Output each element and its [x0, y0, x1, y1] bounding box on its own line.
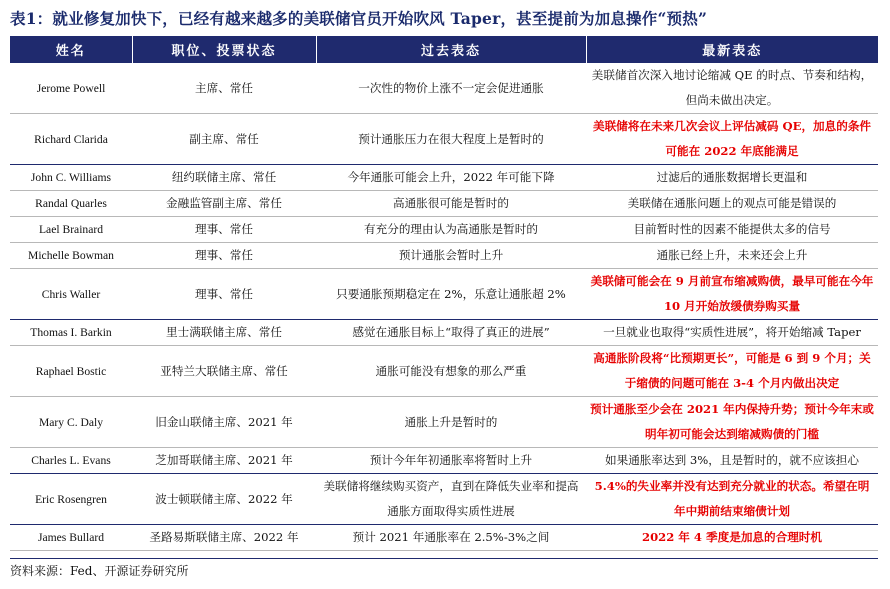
table-row [10, 448, 878, 474]
table-row [10, 191, 878, 217]
cell-name-text: Jerome Powell [36, 81, 106, 95]
cell-name-text: Raphael Bostic [35, 364, 107, 378]
cell-name-text: Lael Brainard [38, 223, 104, 236]
cell-name [10, 114, 132, 165]
cell-latest [586, 165, 878, 191]
cell-latest-text: 美联储可能会在 9 月前宣布缩减购债，最早可能在今年 10 月开始放缓债券购买量 [590, 274, 874, 313]
cell-name [10, 474, 132, 525]
cell-name-text: James Bullard [37, 531, 104, 544]
cell-past [316, 269, 586, 320]
cell-name-text: Thomas I. Barkin [30, 326, 112, 339]
cell-position-text: 主席、常任 [195, 80, 253, 95]
cell-latest [586, 243, 878, 269]
table-row [10, 217, 878, 243]
cell-name [10, 525, 132, 551]
table-row [10, 114, 878, 165]
cell-past [316, 448, 586, 474]
cell-past-text: 预计通胀压力在很大程度上是暂时的 [358, 131, 544, 146]
cell-past [316, 114, 586, 165]
table-row [10, 269, 878, 320]
cell-latest [586, 525, 878, 551]
table-row [10, 63, 878, 114]
cell-latest [586, 217, 878, 243]
cell-name [10, 165, 132, 191]
cell-position [132, 165, 316, 191]
cell-position-text: 波士顿联储主席、2022 年 [155, 491, 293, 506]
cell-latest [586, 269, 878, 320]
cell-past [316, 397, 586, 448]
cell-name-text: Charles L. Evans [31, 454, 111, 467]
cell-name [10, 191, 132, 217]
cell-latest [586, 191, 878, 217]
cell-position-text: 亚特兰大联储主席、常任 [160, 363, 288, 378]
cell-position [132, 63, 316, 114]
cell-name-text: Richard Clarida [34, 132, 108, 146]
cell-past-text: 通胀上升是暂时的 [404, 414, 498, 429]
cell-past [316, 243, 586, 269]
cell-latest-text: 美联储首次深入地讨论缩减 QE 的时点、节奏和结构，但尚未做出决定。 [591, 68, 873, 107]
cell-position [132, 525, 316, 551]
cell-latest-text: 一旦就业也取得“实质性进展”，将开始缩减 Taper [603, 325, 861, 339]
cell-position-text: 旧金山联储主席、2021 年 [155, 414, 293, 429]
cell-past [316, 191, 586, 217]
cell-past [316, 320, 586, 346]
cell-position [132, 269, 316, 320]
cell-past-text: 只要通胀预期稳定在 2%，乐意让通胀超 2% [336, 286, 566, 301]
cell-position [132, 320, 316, 346]
cell-position [132, 346, 316, 397]
cell-position-text: 芝加哥联储主席、2021 年 [155, 453, 293, 467]
table-row [10, 525, 878, 551]
cell-name [10, 320, 132, 346]
cell-position [132, 474, 316, 525]
cell-name-text: John C. Williams [30, 171, 112, 184]
cell-past [316, 165, 586, 191]
cell-latest-text: 通胀已经上升，未来还会上升 [656, 248, 808, 262]
table-row [10, 243, 878, 269]
cell-name [10, 346, 132, 397]
table-row [10, 320, 878, 346]
header-name: 姓名 [10, 36, 132, 63]
cell-position-text: 理事、常任 [195, 286, 253, 301]
cell-past-text: 美联储将继续购买资产，直到在降低失业率和提高通胀方面取得实质性进展 [323, 479, 579, 518]
cell-latest-text: 目前暂时性的因素不能提供太多的信号 [633, 222, 831, 236]
cell-position-text: 纽约联储主席、常任 [171, 170, 277, 184]
cell-past [316, 525, 586, 551]
header-past: 过去表态 [316, 36, 586, 63]
cell-past-text: 有充分的理由认为高通胀是暂时的 [364, 222, 538, 236]
cell-name-text: Michelle Bowman [28, 249, 114, 262]
cell-name-text: Chris Waller [41, 287, 101, 301]
cell-latest [586, 114, 878, 165]
bottom-rule [10, 558, 878, 559]
cell-name [10, 269, 132, 320]
cell-latest-text: 高通胀阶段将“比预期更长”，可能是 6 到 9 个月；关于缩债的问题可能在 3-4 个月内做出决定 [593, 351, 871, 390]
cell-latest [586, 63, 878, 114]
cell-position [132, 217, 316, 243]
table-row [10, 165, 878, 191]
cell-past [316, 346, 586, 397]
cell-latest-text: 预计通胀至少会在 2021 年内保持升势；预计今年末或明年初可能会达到缩减购债的门槛 [590, 402, 874, 441]
cell-past [316, 474, 586, 525]
table-row [10, 397, 878, 448]
table-title: 表1：就业修复加快下，已经有越来越多的美联储官员开始吹风 Taper，甚至提前为加息操作“预热” [10, 9, 708, 28]
source-note: 资料来源：Fed、开源证券研究所 [10, 564, 189, 578]
cell-latest-text: 2022 年 4 季度是加息的合理时机 [642, 530, 822, 544]
cell-position-text: 金融监管副主席、常任 [166, 196, 282, 210]
cell-name [10, 243, 132, 269]
cell-position [132, 448, 316, 474]
cell-latest [586, 346, 878, 397]
header-latest: 最新表态 [586, 36, 878, 63]
cell-latest [586, 397, 878, 448]
cell-past [316, 217, 586, 243]
cell-position [132, 243, 316, 269]
header-row [10, 36, 878, 63]
cell-name-text: Eric Rosengren [35, 492, 107, 506]
cell-position-text: 副主席、常任 [189, 131, 259, 146]
cell-name [10, 397, 132, 448]
cell-past-text: 预计通胀会暂时上升 [398, 248, 504, 262]
cell-position-text: 理事、常任 [195, 222, 253, 236]
cell-past-text: 预计 2021 年通胀率在 2.5%-3%之间 [352, 530, 550, 544]
cell-name [10, 448, 132, 474]
cell-latest-text: 5.4%的失业率并没有达到充分就业的状态。希望在明年中期前结束缩债计划 [594, 479, 870, 518]
cell-past-text: 高通胀很可能是暂时的 [393, 196, 509, 210]
cell-name-text: Mary C. Daly [38, 415, 104, 429]
cell-name [10, 217, 132, 243]
header-position: 职位、投票状态 [132, 36, 316, 63]
cell-past-text: 预计今年年初通胀率将暂时上升 [369, 453, 533, 467]
cell-latest-text: 如果通胀率达到 3%，且是暂时的，就不应该担心 [605, 453, 859, 467]
cell-position [132, 114, 316, 165]
cell-past-text: 今年通胀可能会上升，2022 年可能下降 [347, 170, 555, 184]
cell-latest [586, 320, 878, 346]
cell-past-text: 通胀可能没有想象的那么严重 [375, 363, 527, 378]
cell-position [132, 191, 316, 217]
cell-past-text: 感觉在通胀目标上“取得了真正的进展” [352, 325, 550, 339]
fed-officials-table [10, 36, 878, 551]
cell-latest [586, 474, 878, 525]
cell-position-text: 里士满联储主席、常任 [166, 325, 282, 339]
cell-past [316, 63, 586, 114]
cell-position-text: 圣路易斯联储主席、2022 年 [149, 530, 299, 544]
cell-name [10, 63, 132, 114]
cell-name-text: Randal Quarles [35, 197, 107, 210]
table-row [10, 474, 878, 525]
table-body [10, 63, 878, 551]
table-row [10, 346, 878, 397]
cell-latest-text: 过滤后的通胀数据增长更温和 [656, 170, 808, 184]
cell-position [132, 397, 316, 448]
cell-past-text: 一次性的物价上涨不一定会促进通胀 [358, 80, 544, 95]
cell-position-text: 理事、常任 [195, 248, 253, 262]
cell-latest-text: 美联储在通胀问题上的观点可能是错误的 [627, 196, 837, 210]
cell-latest [586, 448, 878, 474]
cell-latest-text: 美联储将在未来几次会议上评估减码 QE，加息的条件可能在 2022 年底能满足 [592, 119, 872, 158]
